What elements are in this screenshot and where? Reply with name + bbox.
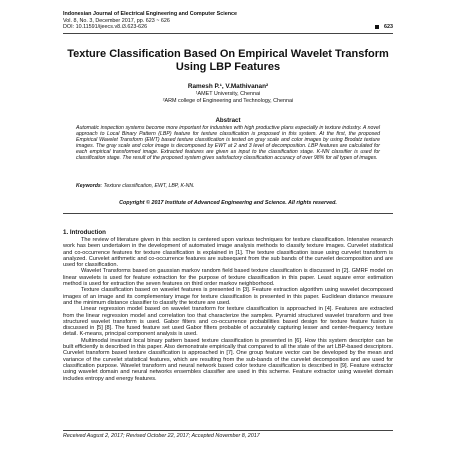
body-paragraph: The review of literature given in this section is centered upon various techniques for texture classification. Intensive research work has been undertaken in the development of automated image analysis methods to classify texture images. Curvelet statistical and co-occurrence features for texture classification is explained in [1]. The texture classification issue using curvelet transform is analyzed. Curvelet arithmetic and co-occurrence features are subsequent from the sub bands of the curvelet decomposition and are used for classification. — [63, 237, 393, 269]
body-paragraph: Linear regression model based on wavelet transform for texture classification is approached in [4]. Features are extracted from the linear regression model and correlation too that characterize the samples. Pyramid structured wavelet transform and tree structured wavelet transform is used. Gabor filters and co-occurrence probabilities based design for texture feature fusion is discussed in [5] [8]. The fused feature set used Gabor filters probable of accurately capturing lesser and center-frequency texture detail. K-means, principal component analysis is used. — [63, 306, 393, 338]
copyright-notice: Copyright © 2017 Institute of Advanced Engineering and Science. All rights reserved. — [119, 200, 337, 206]
page-number-block — [375, 24, 393, 31]
section-body — [63, 237, 393, 382]
journal-doi: DOI: 10.11591/ijeecs.v8.i3.623-626 — [63, 24, 148, 31]
keywords-text: : Texture classification, EWT, LBP, K-NN. — [100, 183, 195, 189]
section-heading: 1. Introduction — [63, 229, 106, 236]
journal-header — [63, 11, 393, 31]
keywords-label: Keywords — [76, 183, 101, 189]
body-paragraph: Texture classification based on wavelet features is presented in [3]. Feature extraction algorithm using wavelet decomposed images of an image and its complementary image for texture classification is presented in this paper. Euclidean distance measure and the minimum distance classifier to classify the texture are used. — [63, 287, 393, 306]
abstract-text: Automatic inspection systems become more important for industries with high productive plans especially in texture industry. A novel approach to Local Binary Pattern (LBP) feature for texture classification is proposed in this system. At the first, the proposed Empirical Wavelet Transform (EWT) based texture classification is tested on gray scale and color images by using Brodatz texture images. The gray scale and color image is decomposed by EWT at 2 and 3 level of decomposition. LBP features are calculated for each empirical transformed image. Extracted features are given as input to the classification stage. K-NN classifier is used for classification stage. The result of the proposed system gives satisfactory classification accuracy of over 98% for all types of images. — [76, 125, 380, 162]
copyright-rule — [63, 213, 393, 214]
footer-rule — [63, 430, 393, 431]
body-paragraph: Wavelet Transforms based on gaussian markov random field based texture classification is discussed in [2]. GMRF model on linear wavelets is used for feature extraction for the purpose of texture classification in this paper. Least square error estimation method is used for extraction the seven features on third order markov neighborhood. — [63, 268, 393, 288]
body-paragraph: Multimodal invariant local binary pattern based texture classification is presented in [6]. How this system descriptor can be built efficiently is described in this paper. Also demonstrate empirically that compared to all the state of the art LBP-based descriptors. Curvelet transform based texture classification is approached in [7]. One group feature vector can be developed by the mean and variance of the curvelet statistical features, which are resulting from the sub-bands of the curvelet decomposition and are used for classification purpose. Wavelet transform and neural network based color texture classification is described in [9]. Feature extractor using wavelet domain and neural networks ensembles classifier are used in this scheme. Feature extractor using wavelet domain includes entropy and energy features. — [63, 337, 393, 382]
affiliation-1: ¹AMET University, Chennai — [195, 91, 261, 97]
paper-authors: Ramesh P.¹, V.Mathivanan² — [187, 83, 269, 90]
square-bullet-icon — [375, 25, 379, 29]
paper-title: Texture Classification Based On Empirical Wavelet Transform Using LBP Features — [67, 48, 389, 73]
journal-name: Indonesian Journal of Electrical Engineering and Computer Science — [63, 11, 238, 17]
page-number: 623 — [384, 24, 393, 30]
keywords-line — [76, 183, 380, 189]
journal-volume: Vol. 8, No. 3, December 2017, pp. 623 ~ 626 — [63, 17, 170, 24]
header-rule — [63, 33, 393, 34]
affiliation-2: ²ARM college of Engineering and Technology, Chennai — [162, 98, 294, 104]
received-dates: Received August 2, 2017; Revised October 22, 2017; Accepted November 8, 2017 — [63, 433, 260, 439]
abstract-heading: Abstract — [215, 117, 241, 124]
